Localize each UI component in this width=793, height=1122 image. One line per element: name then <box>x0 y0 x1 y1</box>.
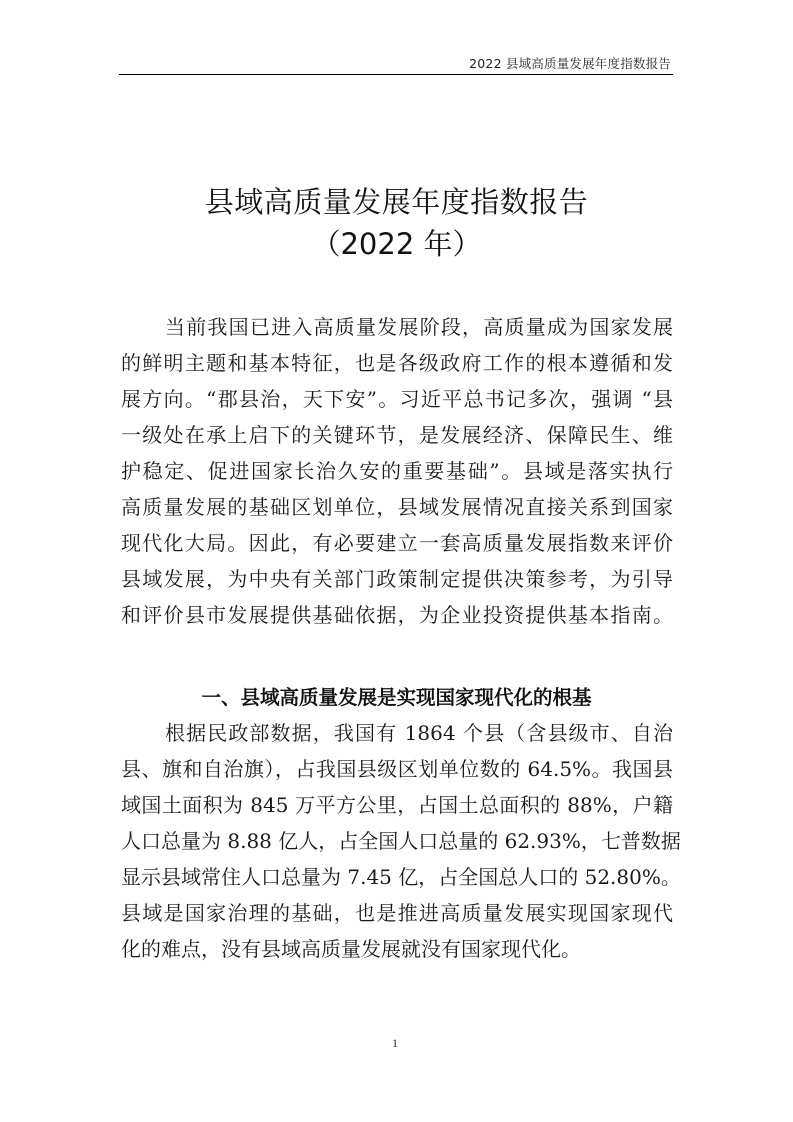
paragraph-line: 的鲜明主题和基本特征，也是各级政府工作的根本遵循和发 <box>121 351 673 375</box>
paragraph-line: 域国土面积为 845 万平方公里，占国土总面积的 88%，户籍 <box>121 793 673 817</box>
paragraph-line: 护稳定、促进国家长治久安的重要基础”。县域是落实执行 <box>121 459 673 483</box>
paragraph-line: 根据民政部数据，我国有 1864 个县（含县级市、自治 <box>165 721 673 745</box>
document-subtitle-year: （2022 年） <box>311 227 482 261</box>
paragraph-line: 县域是国家治理的基础，也是推进高质量发展实现国家现代 <box>121 901 673 925</box>
running-header <box>119 52 673 75</box>
document-title: 县域高质量发展年度指数报告 <box>204 185 589 219</box>
paragraph-line: 现代化大局。因此，有必要建立一套高质量发展指数来评价 <box>121 531 673 555</box>
section-heading: 一、县域高质量发展是实现国家现代化的根基 <box>201 686 592 709</box>
paragraph-line: 一级处在承上启下的关键环节，是发展经济、保障民生、维 <box>121 423 673 447</box>
paragraph-line: 当前我国已进入高质量发展阶段，高质量成为国家发展 <box>165 315 673 339</box>
paragraph-line: 高质量发展的基础区划单位，县域发展情况直接关系到国家 <box>121 495 673 519</box>
paragraph-line: 人口总量为 8.88 亿人，占全国人口总量的 62.93%，七普数据 <box>121 829 681 853</box>
paragraph-line: 和评价县市发展提供基础依据，为企业投资提供基本指南。 <box>121 603 673 627</box>
page-number: 1 <box>392 1036 398 1050</box>
paragraph-line: 显示县域常住人口总量为 7.45 亿，占全国总人口的 52.80%。 <box>121 865 681 889</box>
paragraph-line: 化的难点，没有县域高质量发展就没有国家现代化。 <box>121 937 581 961</box>
paragraph-line: 展方向。“郡县治，天下安”。习近平总书记多次，强调 “县 <box>121 387 673 411</box>
running-header-title: 2022 县域高质量发展年度指数报告 <box>469 56 671 71</box>
paragraph-line: 县、旗和自治旗），占我国县级区划单位数的 64.5%。我国县 <box>121 757 673 781</box>
paragraph-line: 县域发展，为中央有关部门政策制定提供决策参考，为引导 <box>121 567 673 591</box>
